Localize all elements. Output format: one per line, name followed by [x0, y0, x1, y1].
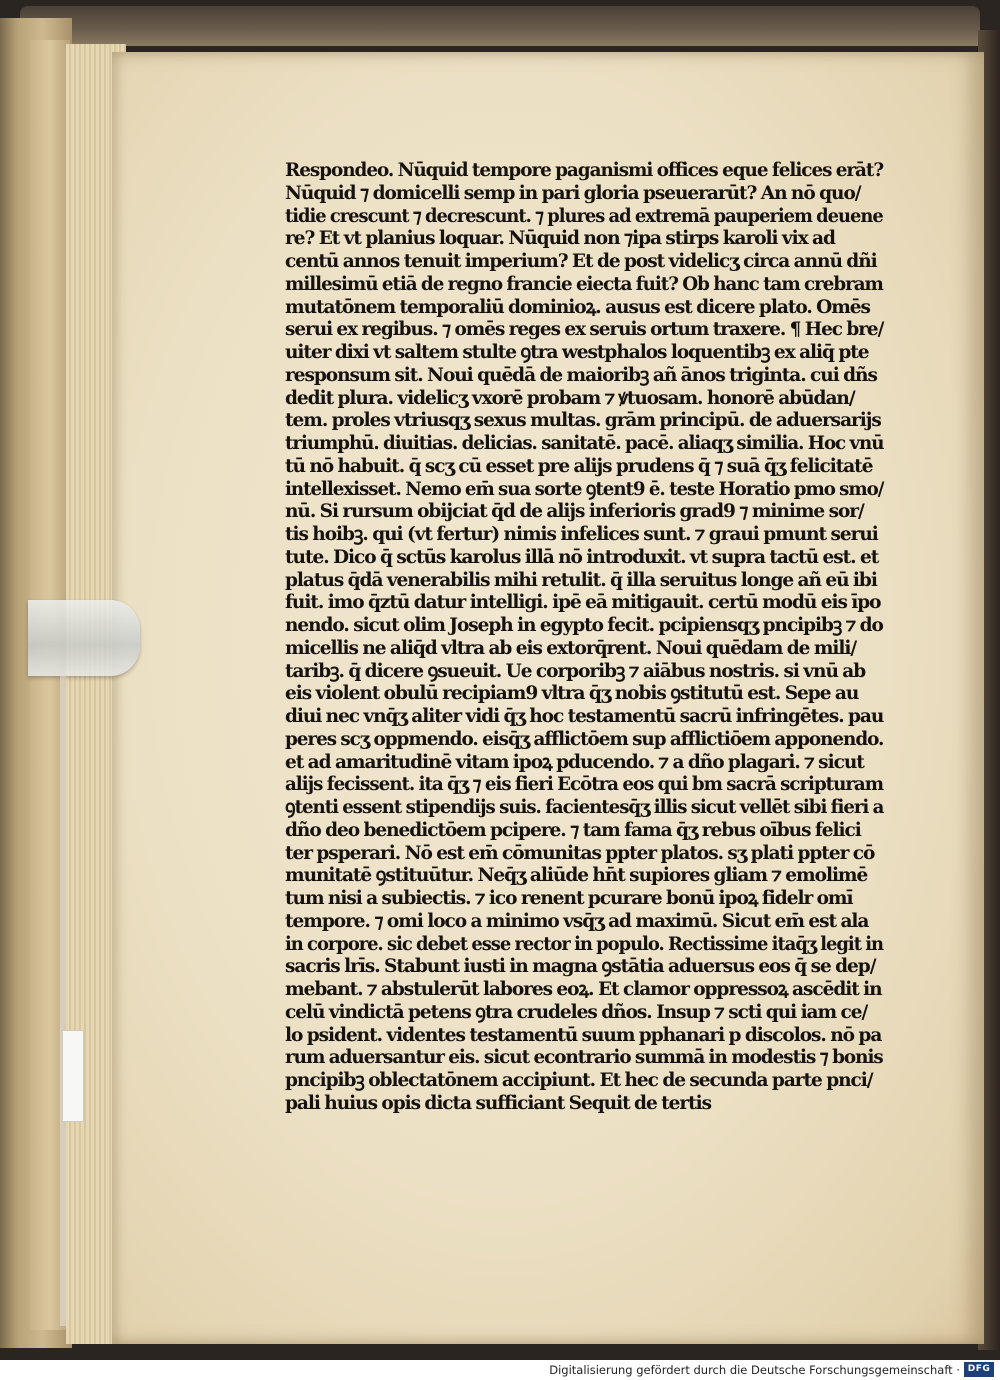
- text-line: mutatōnem temporaliū dominioꝝ. ausus est dicere plato. Omēs: [285, 296, 870, 318]
- text-line: dedit plura. videlicʒ vxorē probam ⁊ ꝟtuosam. honorē abūdan/: [285, 387, 855, 409]
- text-line: tempore. ⁊ omi loco a minimo vsq̄ʒ ad maximū. Sicut em̄ est ala: [285, 910, 869, 932]
- text-line: lo psident. videntes testamentū suum pphanari p discolos. nō pa: [285, 1024, 882, 1046]
- text-line: munitatē ꝯstituūtur. Neq̄ʒ aliūde hn̄t supiores gliam ⁊ emolimē: [285, 865, 868, 887]
- text-line: nendo. sicut olim Joseph in egypto fecit. pcipiensqʒ pncipibꝫ ⁊ do: [285, 615, 883, 636]
- text-line: millesimū etiā de regno francie eiecta fuit? Ob hanc tam crebram: [285, 273, 883, 295]
- text-line: re? Et vt planius loquar. Nūquid non ⁊ipa stirps karoli vix ad: [285, 228, 835, 250]
- text-line: eis violent obulū recipiam9 vltra q̄ʒ nobis ꝯstitutū est. Sepe au: [285, 683, 859, 705]
- text-line: mebant. ⁊ abstulerūt labores eoꝝ. Et clamor oppressoꝝ ascēdit in: [285, 979, 882, 1000]
- footer-bar: [0, 1360, 1000, 1380]
- text-line: serui ex regibus. ⁊ omēs reges ex seruis ortum traxere. ¶ Hec bre/: [285, 319, 884, 341]
- text-line: sacris lrīs. Stabunt iusti in magna ꝯstātia aduersus eos q̄ se dep/: [285, 956, 876, 978]
- text-line: dño deo benedictōem pcipere. ⁊ tam fama q̄ʒ rebus oībus felici: [285, 819, 861, 841]
- text-line: tute. Dico q̄ sctūs karolus illā nō introduxit. vt supra tactū est. et: [285, 546, 879, 568]
- text-line: micellis ne aliq̄d vltra ab eis extorq̄rent. Noui quēdam de mili/: [285, 637, 857, 659]
- book-cover-top-edge: [20, 6, 980, 46]
- text-line: ꝯtenti essent stipendijs suis. facientesq̄ʒ illis sicut vellēt sibi fieri a: [285, 797, 884, 818]
- text-line: tis hoibꝫ. qui (vt fertur) nimis infelices sunt. ⁊ graui pmunt serui: [285, 524, 878, 545]
- text-line: pali huius opis dicta sufficiant Sequit de tertis: [285, 1092, 711, 1114]
- text-line: uiter dixi vt saltem stulte ꝯtra westphalos loquentibꝫ ex aliq̄ pte: [285, 342, 869, 363]
- text-line: tem. proles vtriusqʒ sexus multas. grām principū. de aduersarijs: [285, 410, 881, 432]
- text-line: triumphū. diuitias. delicias. sanitatē. pacē. aliaqʒ similia. Hoc vnū: [285, 433, 884, 454]
- text-line: tidie crescunt ⁊ decrescunt. ⁊ plures ad extremā pauperiem deuene: [285, 205, 883, 227]
- text-line: platus q̄dā venerabilis mihi retulit. q̄ illa seruitus longe añ eū ibi: [285, 569, 877, 591]
- page-holder-strip: [60, 676, 66, 1326]
- text-line: pncipibꝫ oblectatōnem accipiunt. Et hec de secunda parte pnci/: [285, 1070, 873, 1091]
- page-holder-clip: [28, 600, 140, 676]
- footer-credit: Digitalisierung gefördert durch die Deutsche Forschungsgemeinschaft ·: [549, 1363, 960, 1377]
- text-line: centū annos tenuit imperium? Et de post videlicʒ circa annū dñi: [285, 251, 877, 272]
- text-line: responsum sit. Noui quēdā de maioribꝫ añ ānos triginta. cui dñs: [285, 364, 877, 386]
- text-line: Respondeo. Nūquid tempore paganismi offices eque felices erāt?: [285, 160, 884, 181]
- text-line: intellexisset. Nemo em̄ sua sorte ꝯtent9 ē. teste Horatio pmo smo/: [285, 478, 884, 500]
- dfg-logo: DFG: [964, 1362, 994, 1377]
- text-line: fuit. imo q̄ztū datur intelligi. ipē eā mitigauit. certū modū eis īpo: [285, 592, 881, 614]
- text-line: rum aduersantur eis. sicut econtrario summā in modestis ⁊ bonis: [285, 1047, 883, 1069]
- text-line: nū. Si rursum obijciat q̄d de alijs inferioris grad9 ⁊ minime sor/: [285, 501, 864, 523]
- printed-text-block: [285, 160, 885, 1116]
- text-line: taribꝫ. q̄ dicere ꝯsueuit. Ue corporibꝫ ⁊ aiābus nostris. si vnū ab: [285, 660, 866, 682]
- text-line: in corpore. sic debet esse rector in populo. Rectissime itaq̄ʒ legit in: [285, 933, 884, 955]
- paper-tab-marker: [62, 1030, 84, 1122]
- text-line: tum nisi a subiectis. ⁊ ico renent pcurare bonū ipoꝝ fidelr omī: [285, 888, 853, 909]
- text-line: Nūquid ⁊ domicelli semp in pari gloria pseuerarūt? An nō quo/: [285, 182, 861, 204]
- text-line: ter psperari. Nō est em̄ cōmunitas ppter platos. sʒ plati ppter cō: [285, 842, 875, 864]
- text-line: tū nō habuit. q̄ scʒ cū esset pre alijs prudens q̄ ⁊ suā q̄ʒ felicitatē: [285, 455, 873, 477]
- text-line: peres scʒ oppmendo. eisq̄ʒ afflictōem sup afflictiōem apponendo.: [285, 728, 884, 750]
- text-line: alijs fecissent. ita q̄ʒ ⁊ eis fieri Ecōtra eos qui bm sacrā scripturam: [285, 774, 884, 796]
- text-line: diui nec vnq̄ʒ aliter vidi q̄ʒ hoc testamentū sacrū infringētes. pau: [285, 706, 884, 727]
- text-line: et ad amaritudinē vitam ipoꝝ pducendo. ⁊ a dño plagari. ⁊ sicut: [285, 751, 864, 773]
- text-line: celū vindictā petens ꝯtra crudeles dños. Insup ⁊ scti qui iam ce/: [285, 1001, 868, 1023]
